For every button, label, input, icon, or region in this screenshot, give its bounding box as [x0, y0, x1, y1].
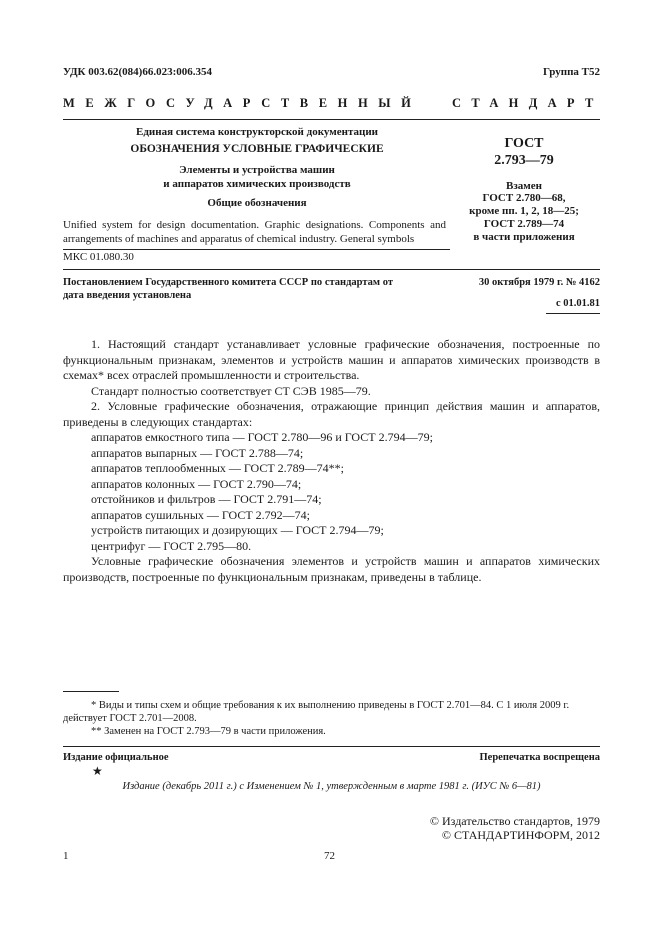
standard-name: ОБОЗНАЧЕНИЯ УСЛОВНЫЕ ГРАФИЧЕСКИЕ — [130, 143, 384, 155]
english-title-line-2: arrangements of machines and apparatus of chemical industry. General symbols — [63, 233, 415, 245]
subtitle-line-2: и аппаратов химических производств — [163, 178, 351, 190]
replace-line-4: ГОСТ 2.789—74 — [483, 218, 565, 230]
top-divider — [63, 119, 600, 120]
decree-line-1a: Постановлением Государственного комитета СССР по стандартам от — [63, 277, 393, 288]
decree-line-2: дата введения установлена — [63, 290, 192, 301]
subtitle-line-3: Общие обозначения — [207, 197, 307, 209]
list-item: аппаратов емкостного типа — ГОСТ 2.780—96 и ГОСТ 2.794—79; — [91, 430, 433, 444]
gost-label: ГОСТ — [504, 136, 544, 151]
footnote-1: * Виды и типы схем и общие требования к их выполнению приведены в ГОСТ 2.701—84. С 1 июля 2009 г. — [91, 700, 570, 711]
list-item: аппаратов теплообменных — ГОСТ 2.789—74**; — [91, 461, 345, 475]
gost-number: 2.793—79 — [494, 153, 554, 168]
replace-line-5: в части приложения — [473, 231, 575, 243]
paragraph-2: Стандарт полностью соответствует СТ СЭВ 1985—79. — [91, 383, 371, 398]
page-left-number: 1 — [63, 850, 69, 862]
page-number: 72 — [324, 850, 335, 862]
official-edition: Издание официальное — [63, 752, 169, 763]
list-item: устройств питающих и дозирующих — ГОСТ 2.794—79; — [91, 523, 384, 537]
udk-code: УДК 003.62(084)66.023:006.354 — [63, 66, 212, 78]
list-item: аппаратов выпарных — ГОСТ 2.788—74; — [91, 445, 304, 460]
footnote-divider — [63, 691, 119, 692]
list-item: центрифуг — ГОСТ 2.795—80. — [91, 538, 252, 553]
header-title-right: СТАНДАРТ — [452, 96, 604, 110]
subtitle-line-1: Элементы и устройства машин — [179, 164, 335, 176]
paragraph-1: 1. Настоящий стандарт устанавливает условные графические обозначения, построенные по функциональным признакам, элементов и устройств машин и аппаратов химических производств в схемах* всех отраслей промышленности и строительства. — [63, 337, 600, 382]
date-underline — [546, 313, 600, 314]
standards-list — [63, 430, 600, 554]
main-body — [63, 337, 600, 585]
footnote-2: ** Заменен на ГОСТ 2.793—79 в части приложения. — [91, 726, 326, 737]
mks-divider — [63, 249, 450, 250]
edition-note: Издание (декабрь 2011 г.) с Изменением № 1, утвержденным в марте 1981 г. (ИУС № 6—81) — [122, 781, 541, 792]
copyright-2: © СТАНДАРТИНФОРМ, 2012 — [441, 828, 600, 842]
decree-line-1b: 30 октября 1979 г. № 4162 — [478, 277, 600, 288]
introduction-date: с 01.01.81 — [555, 298, 600, 309]
list-item: аппаратов сушильных — ГОСТ 2.792—74; — [91, 507, 310, 522]
list-item: отстойников и фильтров — ГОСТ 2.791—74; — [91, 492, 322, 506]
star-icon: ★ — [92, 764, 103, 778]
paragraph-3: 2. Условные графические обозначения, отражающие принцип действия машин и аппаратов, приведены в следующих стандартах: — [63, 399, 600, 429]
header-title-left: МЕЖГОСУДАРСТВЕННЫЙ — [63, 96, 422, 110]
footnote-1-cont: действует ГОСТ 2.701—2008. — [63, 713, 197, 724]
reprint-prohibited: Перепечатка воспрещена — [479, 752, 600, 763]
footer-divider — [63, 746, 600, 747]
list-item: аппаратов колонных — ГОСТ 2.790—74; — [91, 476, 302, 491]
decree-divider — [63, 269, 600, 270]
replace-line-2: ГОСТ 2.780—68, — [482, 192, 566, 204]
group-code: Группа Т52 — [542, 66, 600, 78]
replace-line-3: кроме пп. 1, 2, 18—25; — [469, 205, 579, 217]
system-name: Единая система конструкторской документации — [136, 126, 378, 138]
mks-code: МКС 01.080.30 — [63, 251, 134, 263]
copyright-1: © Издательство стандартов, 1979 — [429, 814, 600, 828]
paragraph-4: Условные графические обозначения элементов и устройств машин и аппаратов химических производств, построенные по функциональным признакам, приведены в таблице. — [63, 554, 600, 584]
english-title-line-1: Unified system for design documentation. Graphic designations. Components and — [63, 219, 446, 231]
replace-line-1: Взамен — [506, 180, 542, 192]
